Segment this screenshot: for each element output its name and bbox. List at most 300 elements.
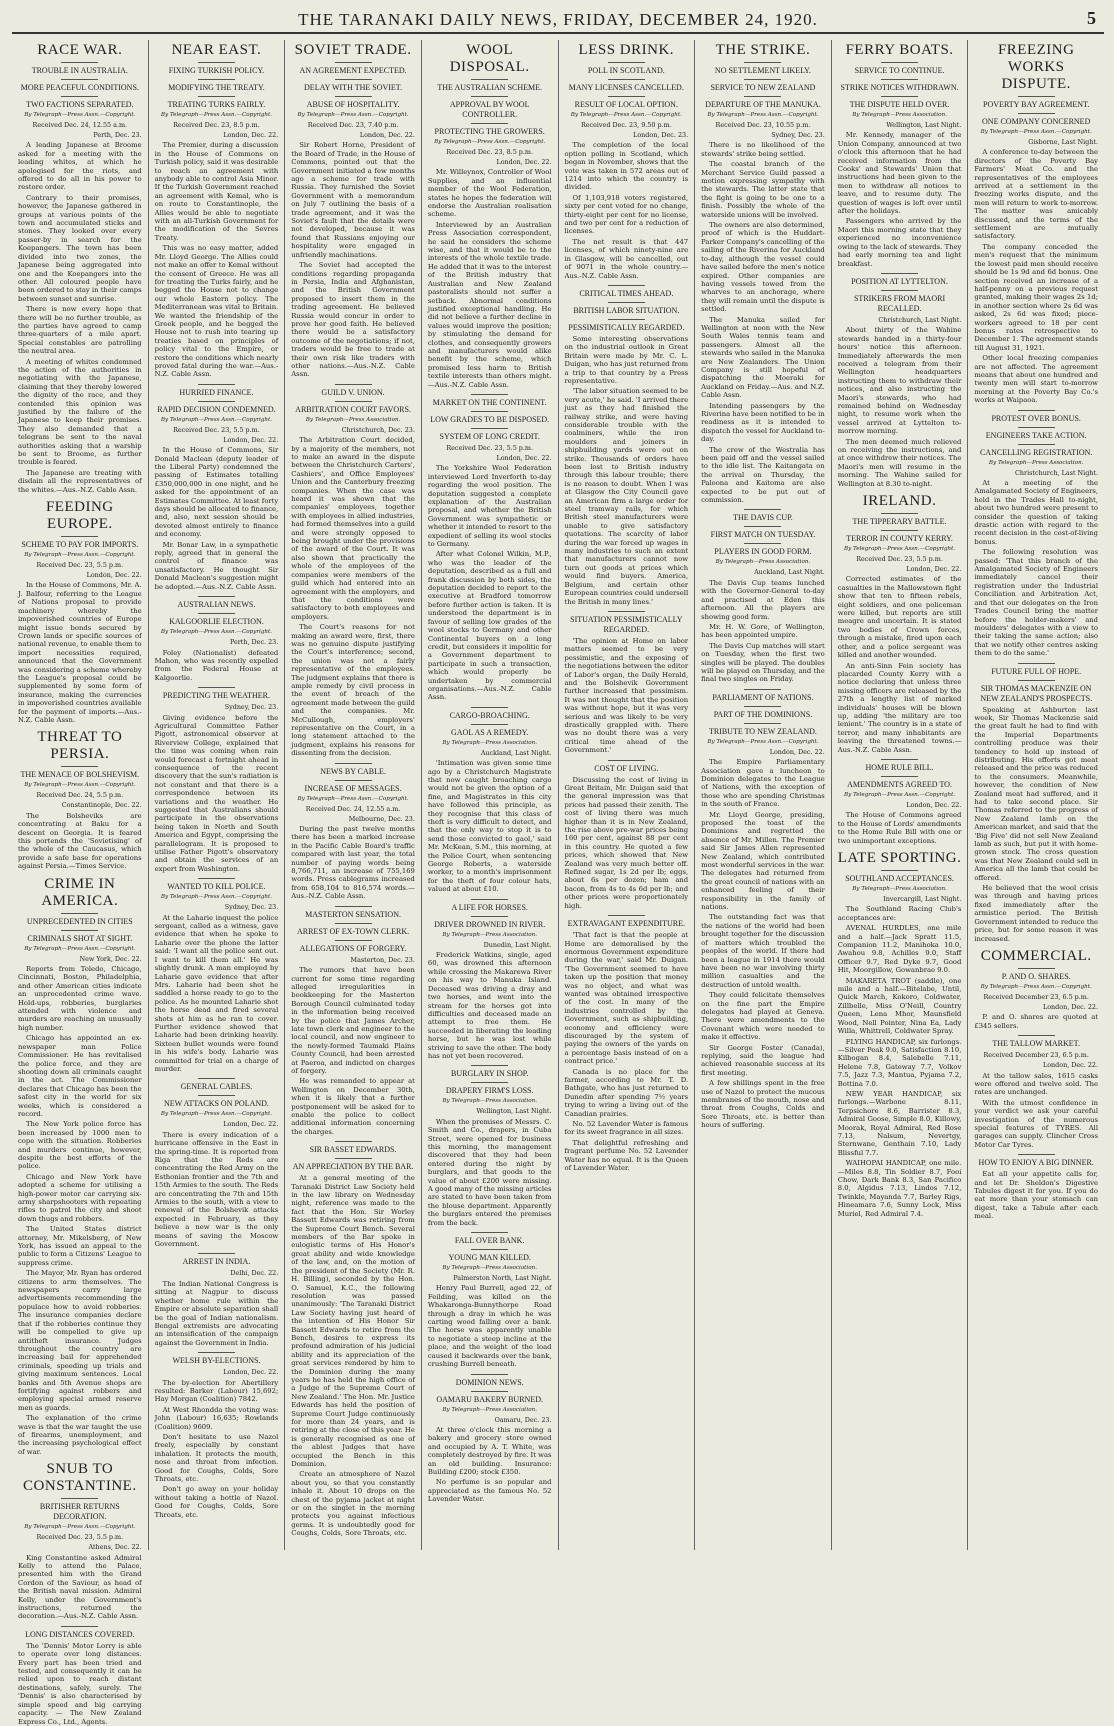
divider-rule (335, 906, 372, 907)
article-paragraph: Mr. H. W. Gore, of Wellington, has been appointed umpire. (701, 622, 825, 640)
article-paragraph: This was no easy matter, added Mr. Lloyd George. The Allies could not make an offer to Kemal without the consent of Greece. He was all for treating the Turks fairly, and he begged the House not to change our whole Eastern policy. The Mediterranean was vital to Britain. We wanted the friendship of the Greek people, and he begged the House not to rush into tearing up treaties based on principles of policy vital to the Empire, or restore the conditions which nearly proved fatal during the war.—Aus.-N.Z. Cable Assn. (154, 244, 279, 379)
article-subhead: RAPID DECISION CONDEMNED. (157, 404, 276, 414)
article-dateline: London, Dec. 22. (223, 1368, 279, 1377)
divider-rule (471, 707, 508, 708)
article (701, 689, 825, 1130)
divider-rule (61, 913, 98, 914)
article (18, 729, 142, 870)
article-paragraph: Mr. Lloyd George, presiding, proposed the toast of the Dominions and regretted the absence of Mr. Millen. The Premier said Sir James Allen represented New Zealand, which contributed most wonderful services in the war. The delegates had returned from the great council of nations with an enhanced feeling of their responsibility in the family of nations. (701, 810, 825, 912)
divider-rule (744, 96, 781, 97)
article-subhead: SCHEME TO PAY FOR IMPORTS. (21, 540, 139, 550)
divider-rule (198, 1095, 235, 1096)
article-byline: By Telegraph—Press Assn.—Copyright. (24, 112, 136, 118)
article-subhead: THE DISPUTE HELD OVER. (849, 100, 950, 109)
article (838, 273, 962, 488)
article-subhead: CRIMINALS SHOT AT SIGHT. (27, 933, 133, 943)
divider-rule (198, 96, 235, 97)
article-headline: IRELAND. (862, 493, 937, 510)
article-subhead: ARREST OF EX-TOWN CLERK. (296, 926, 410, 936)
divider-rule (471, 394, 508, 395)
article-received: Received Dec. 23, 5.5 p.m. (36, 1533, 124, 1542)
article-dateline: London, Dec. 22. (223, 435, 279, 444)
article-subhead: MARKET ON THE CONTINENT. (432, 397, 547, 407)
article-subhead: LOW GRADES TO BE DISPOSED. (430, 414, 550, 424)
article-dateline: London, Dec. 23. (633, 131, 689, 139)
divider-rule (198, 1253, 235, 1254)
article-dateline: Masterton, Dec. 23. (350, 955, 415, 964)
divider-rule (335, 780, 372, 781)
article-paragraph: 'The opinion at Home on labor matters seemed to be very pessimistic, and the exposing of the negotiations between the editor of Labor's organ, the Daily Herald, and the Bolshevik Government further increased that pessimism. It was not thought that the position was without hope, but it was very serious and was likely to be very drastically grappled with. There was no doubt there was a very critical time ahead of the Government.' (564, 636, 689, 755)
column-8 (968, 40, 1104, 1550)
article-received: Received December 23, 6.5 p.m. (983, 1051, 1089, 1060)
article-subhead: CANCELLING REGISTRATION. (979, 447, 1093, 457)
divider-rule (744, 509, 781, 510)
article-subhead: BRITISHER RETURNS DECORATION. (39, 1502, 120, 1522)
article-paragraph: During the past twelve months there has been a marked increase in the Pacific Cable Board's traffic compared with last year, the total number of paying words being 8,766,711, an increase of 755,169 words. Press cablegrams increased from 658,104 to 816,574 words.—Aus.-N.Z. Cable Assn. (291, 825, 415, 901)
article-subhead: HOME RULE BILL. (865, 762, 934, 772)
article-paragraph: The company conceded the men's request that the minimum the lowest paid men should receive should be 1s 9d and 6d bonus. One section received an increase of a half-penny on a previous request granted, making their wages 2s 1d; in another section where 2s 6d was asked, 2s 6d was fixed; piece-workers agreed to 18 per cent bonus rates retrospective to December 1. The agreement stands till August 31, 1921. (974, 242, 1098, 352)
article (18, 42, 142, 494)
article-dateline: Wellington, Last Night. (476, 1107, 552, 1116)
divider-rule (335, 763, 372, 764)
article-paragraph: There is every indication of a hurricane offensive in the East in the spring-time. It is reported from Riga that the Reds are concentrating the Red Army on the Esthonian frontier and the 7th and 15th Armies to the south. The Reds are concentrating the 7th and 15th Armies to the south, with a view to renewal of the Bolshevik attacks expected in February, as they believe a new war is the only means of saving the Moscow Government. (154, 1130, 279, 1249)
article-byline: By Telegraph—Press Assn.—Copyright. (707, 738, 819, 745)
divider-rule (608, 760, 645, 761)
article-dateline: Constantinople, Dec. 22. (61, 801, 142, 810)
page-number: 5 (1087, 8, 1096, 28)
article-paragraph: Passengers who arrived by the Maori this morning state that they experienced no inconvenience owing to the lack of stewards. They had early morning tea and light breakfast. (837, 217, 962, 268)
article-subhead: INCREASE OF MESSAGES. (304, 783, 402, 793)
article-paragraph: With the utmost confidence in your verdict we ask your careful investigation of the numerous special features of TYRES. All garages can supply. Clincher Cross Motor Car Tyres. (974, 1098, 1098, 1149)
article-paragraph: He was remanded to appear at Wellington on December 30th, when it is likely that a further postponement will be asked for to enable the police to collect additional information concerning the charges. (291, 1077, 415, 1136)
article-headline: COMMERCIAL. (980, 947, 1092, 964)
article-byline: By Telegraph—Press Association. (442, 1265, 537, 1272)
divider-rule (335, 1141, 372, 1142)
divider-rule (744, 543, 781, 544)
article-dateline: Sydney, Dec. 23. (224, 903, 279, 912)
column-3 (285, 40, 422, 1550)
article-paragraph: At the Laharie inquest the police sergeant, called as a witness, gave evidence that when he spoke to Laharie over the phone the latter said: 'I want all the police sent out. I want to kill them all.' He was slightly drunk. A man employed by Laharie gave evidence that after Mrs. Laharie had been shot he saddled a horse ready to go to the police. As he mounted Laharie shot the horse dead and fired several shots at him as he ran to cover. Further evidence showed that Laharie had been drinking heavily. Sixteen bullet wounds were found in his wife's body. Laharie was committed for trial on a charge of murder. (154, 913, 279, 1073)
article-byline: By Telegraph—Press Association. (988, 459, 1084, 466)
article (155, 1253, 279, 1347)
article-paragraph: The net result is that 447 licenses, of which ninety-nine are in Glasgow, will be cancelled, out of 9071 in the whole country.—Aus.-N.Z. Cable Assn. (564, 237, 689, 280)
article (428, 899, 552, 1061)
article-paragraph: The by-election for Abertillery resulted: Barker (Labour) 15,692; Hay Morgan (Coalition) 7842. (154, 1378, 279, 1404)
article-subhead: GUILD V. UNION. (321, 387, 385, 397)
article-dateline: London, Dec. 22. (359, 131, 415, 139)
article-headline: SNUB TO CONSTANTINE. (23, 1461, 137, 1495)
article-byline: By Telegraph—Press Association. (852, 112, 947, 118)
article (291, 42, 415, 379)
article-paragraph: The Court's reasons for not making an award were, first, there was no genuine dispute justifying the Court's interference; second, the union was not a fairly representative of the employees. The judgment explains that there is ample remedy by civil process in the event of breach of the agreement made between the guild and the companies. Mr. McCullough, employers' representative on the Court, in a long statement attached to the judgment, explains his reasons for dissenting from the decision. (291, 623, 415, 758)
article-subhead: DRAPERY FIRM'S LOSS. (445, 1086, 534, 1096)
article-paragraph: He believed that the wool crisis was through and having prices fixed immediately after the armistice period. The British Government intended to reduce the price, but for some reason it was increased. (974, 884, 1098, 943)
divider-rule (61, 79, 98, 80)
article-subhead: PROTECTING THE GROWERS. (434, 127, 545, 136)
article-paragraph: There is now every hope that there will be no further trouble, as the parties have agreed to camp three-quarters of a mile apart. Special constables are patrolling the neutral area. (18, 305, 142, 356)
article-paragraph: The House of Commons agreed to the House of Lords' amendments to the Home Rule Bill with one or two unimportant exceptions. (837, 811, 962, 845)
article (428, 1232, 552, 1368)
article (18, 876, 142, 1457)
article-subhead: ARREST IN INDIA. (182, 1257, 251, 1267)
article-paragraph: WAIHOPAI HANDICAP, one mile.—Miles 8.8, Tin Soldier 8.7, Fooi Chow, Dark Bank 8.3, San Pacifico 8.0, Algidus 7.13, Lindos 7.12, Twinkle, Mayanda 7.7, Barley Rigs, Hineamara 7.6, Sunny Lock, Miss Muriel, Red Admiral 7.4. (837, 1159, 962, 1218)
article (428, 1065, 552, 1227)
divider-rule (881, 513, 918, 514)
article-subhead: TROUBLE IN AUSTRALIA. (31, 66, 128, 75)
article-subhead: EXTRAVAGANT EXPENDITURE. (567, 919, 685, 929)
divider-rule (744, 526, 781, 527)
article-headline: FERRY BOATS. (845, 42, 954, 58)
article (838, 42, 962, 268)
article (155, 878, 279, 1073)
article-subhead: CARGO-BROACHING. (449, 710, 530, 720)
article-subhead: WELSH BY-ELECTIONS. (172, 1356, 261, 1366)
article-subhead: HOW TO ENJOY A BIG DINNER. (978, 1158, 1094, 1168)
article-received: Received Dec. 23, 5.5 p.m. (173, 425, 260, 434)
article-paragraph: Don't hesitate to use Nazol freely, especially by constant inhalation. It protects the mouth, nose and throat from infection. Good for Coughs, Colds, Sore Throats, etc. (154, 1432, 279, 1483)
article-paragraph: The Yorkshire Wool Federation interviewed Lord Inverforth to-day regarding the wool position. The deputation suggested a complete explanation of the Australian proposal, and whether the British Government was sympathetic or whether it intended to resort to the expedient of selling its wool stocks to Germany. (427, 464, 552, 549)
article-received: Received December 23, 6.5 p.m. (983, 992, 1089, 1001)
article-dateline: London, Dec. 22. (86, 571, 142, 580)
article-paragraph: The 'Dennis' Motor Lorry is able to operate over long distances. Every part has been tried and tested, and consequently it can be relied upon to reach distant destinations, safely, surely. The 'Dennis' is also characterised by simple speed and big carrying capacity. — The New Zealand Express Co., Ltd., Agents. (18, 1641, 142, 1726)
article-subhead: ONE COMPANY CONCERNED (982, 117, 1091, 126)
article-paragraph: Create an atmosphere of Nazol about you, so that you constantly inhale it. About 10 drops on the chest of the pyjama jacket at night or on the singlet in the morning protects you against infectious germs. It is undoubtedly good for Coughs, Colds, Sore Throats, etc. (291, 1470, 415, 1538)
article-subhead: SIR THOMAS MACKENZIE ON NEW ZEALAND'S PROSPECTS. (980, 683, 1093, 703)
article-byline: By Telegraph—Press Assn.—Copyright. (707, 112, 819, 118)
article (291, 384, 415, 758)
article (701, 509, 825, 683)
article-subhead: TREATING TURKS FAIRLY. (167, 100, 266, 109)
article-subhead: MORE PEACEFUL CONDITIONS. (20, 83, 139, 92)
article-dateline: Wellington, Last Night. (886, 121, 962, 129)
article-byline: By Telegraph—Press Association. (442, 1098, 537, 1105)
article-subhead: KALGOORLIE ELECTION. (169, 617, 264, 627)
article-paragraph: Discussing the cost of living in Great Britain, Mr. Duigan said that the general impression was that prices had passed their zenith. The cost of living there was much higher than it is in New Zealand, the rise above pre-war prices being 160 per cent, against 88 per cent in this country. He quoted a few prices, which showed that New Zealand was very much better off. Refined sugar, 1s 2d per lb; eggs, about 6s per dozen; ham and bacon, from 4s to 4s 6d per lb; and other prices were proportionately high. (564, 775, 689, 910)
article-dateline: Sydney, Dec. 23. (224, 703, 279, 712)
article-paragraph: Speaking at Ashburton last week, Sir Thomas Mackenzie said the great fault he had to find with the Imperial Departments controlling produce was their tendency to hold up instead of distributing. His efforts got meat released and the price was reduced to the consumers. Meanwhile, however, the condition of New Zealand meat had suffered, and it had to take second place. Sir Thomas referred to the progress of New Zealand lamb on the American market, and said that the 'Big Five' did not sell New Zealand lamb as such, but put it with home-grown stock. The cross question was that New Zealand could sell in America all the lamb that could be offered. (974, 705, 1098, 882)
article-paragraph: Chicago and New York have adopted a scheme for utilising a high-power motor car carrying six-army sharpshooters with repeating rifles to patrol the city and shoot down thugs and robbers. (18, 1172, 142, 1223)
article-headline: THE STRIKE. (715, 42, 811, 58)
article-paragraph: AVENAL HURDLES, one mile and a half.—Jack Spratt 11.5, Companion 11.2, Manihoka 10.0, Awahou 9.8, Achilles 9.0, Staff Officer 9.7, Red Dyke 9.7, Good Hit, Moorgillow, Gowanbrae 9.0. (837, 924, 962, 975)
divider-rule (471, 411, 508, 412)
article-paragraph: The explanation of the crime wave is that the war taught the use of firearms, unemployment, and the increasing psychological effect of war. (18, 1414, 142, 1456)
article-paragraph: When the premises of Messrs. C. Smith and Co., drapers, in Cuba Street, were opened for business this morning, the management discovered that they had been entered during the night by burglars, and that goods to the value of about £200 were missing. A good many of the missing articles are stated to have been taken from the blouse department. Apparently the burglars entered the premises from the back. (427, 1117, 552, 1227)
article (155, 42, 279, 379)
divider-rule (471, 1232, 508, 1233)
divider-rule (744, 706, 781, 707)
article-paragraph: The following resolution was passed: 'That this branch of the Amalgamated Society of Engineers immediately cancel their registration under the Industrial Conciliation and Arbitration Act, and that our delegates on the Iron Trades Council bring the matter before the holder-makers' and moulders' delegates with a view to their taking the same action; also that we notify other centres asking them to do the same.' (974, 548, 1098, 658)
divider-rule (1018, 968, 1055, 969)
divider-rule (1018, 96, 1055, 97)
article-subhead: SYSTEM OF LONG CREDIT. (439, 431, 540, 441)
article-headline: FEEDING EUROPE. (45, 499, 114, 533)
article-byline: By Telegraph—Press Assn.—Copyright. (24, 1524, 136, 1531)
article-paragraph: At three o'clock this morning a bakery and grocery store owned and occupied by A. T. White, was completely destroyed by fire. It was an old building. Insurance: Building £200; stock £350. (427, 1425, 552, 1476)
divider-rule (335, 401, 372, 402)
article (155, 687, 279, 873)
article-paragraph: In the House of Commons, Mr. A. J. Balfour, referring to the League of Nations proposal to provide machinery whereby the impoverished countries of Europe might issue bonds secured by Crown lands or specific sources of national revenue, to enable them to import necessities required, announced that the Government was considering a scheme whereby the League's proposal could be supplemented by some form of insurance, making the currencies in impoverished countries available for the payment of imports.—Aus.-N.Z. Cable Assn. (18, 581, 142, 724)
divider-rule (198, 687, 235, 688)
article-byline: By Telegraph—Press Association. (442, 931, 537, 938)
article-subhead: POVERTY BAY AGREEMENT. (983, 100, 1090, 109)
article-byline: By Telegraph—Press Assn.—Copyright. (160, 1111, 273, 1118)
divider-rule (881, 290, 918, 291)
article-subhead: DEPARTURE OF THE MANUKA. (705, 100, 821, 109)
article-byline: By Telegraph—Press Association. (852, 886, 947, 892)
article-subhead: P. AND O. SHARES. (1001, 971, 1071, 981)
article-subhead: SIR BASSET EDWARDS. (309, 1145, 397, 1155)
article-paragraph: A meeting of whites condemned the action of the authorities in negotiating with the Japanese, claiming that they thereby lowered the dignity of the race, and they contended this opinion was justified by the failure of the Japanese to keep their promises. They also demanded that a telegram be sent to the naval authorities asking that a warship be sent to Broome, as further trouble is feared. (18, 357, 142, 467)
article (155, 1352, 279, 1519)
article-paragraph: The outstanding fact was that the nations of the world had been brought together for the discussion of matters which troubled the peoples of the world. If there had been a league in 1914 there would have been no war involving thirty million casualties and the destruction of untold wealth. (701, 913, 825, 989)
article-paragraph: They could felicitate themselves on the fine part the Empire delegates had played at Geneva. There were amendments to the Covenant which were needed to make it effective. (701, 991, 825, 1042)
divider-rule (608, 62, 645, 63)
column-1 (12, 40, 149, 1726)
article-subhead: PARLIAMENT OF NATIONS. (712, 692, 814, 702)
divider-rule (61, 96, 98, 97)
article-subhead: AUSTRALIAN NEWS. (177, 600, 256, 610)
article-paragraph: The Davis Cup teams lunched with the Governor-General to-day and practised at Eden this afternoon. All the players are showing good form. (701, 578, 825, 621)
article (155, 596, 279, 682)
article-dateline: London, Dec. 22. (496, 453, 552, 462)
column-6 (695, 40, 832, 1550)
article-subhead: AMENDMENTS AGREED TO. (847, 779, 952, 789)
divider-rule (198, 1352, 235, 1353)
column-2 (149, 40, 286, 1550)
article-received: Received Dec. 23, 5.5 p.m. (446, 443, 534, 452)
article-paragraph: FLYING HANDICAP, six furlongs.—Silver Peak 9.0, Satisfaction 8.10, Kilbogan 8.4, Salebelle 7.11, Helene 7.8, Gateway 7.7, Volkov 7.5, Jazz 7.3, Mantua, Pyjama 7.2, Bottina 7.0. (837, 1037, 962, 1088)
article-paragraph: No. 52 Lavender Water is famous for its sweet fragrance in all sizes. (564, 1120, 689, 1137)
article (974, 1035, 1098, 1149)
article-subhead: THE AUSTRALIAN SCHEME. (437, 83, 543, 92)
article-byline: By Telegraph—Press Assn.—Copyright. (160, 112, 273, 118)
columns (12, 40, 1104, 1726)
article-paragraph: Sir Robert Horne, President of the Board of Trade, in the House of Commons, pointed out that the Government initiated a few months ago a scheme for trade with Russia. They furnished the Soviet Government with a memorandum on July 7 outlining the basis of a trade agreement, and it was the Soviet's fault that the details were not developed, because it was found that Russians enjoying our hospitality were engaged in unfriendly machinations. (291, 141, 415, 259)
article (565, 611, 689, 755)
divider-rule (1018, 1035, 1055, 1036)
article-subhead: COST OF LIVING. (594, 763, 659, 773)
article-subhead: ALLEGATIONS OF FORGERY. (299, 943, 407, 953)
divider-rule (471, 1249, 508, 1250)
divider-rule (881, 759, 918, 760)
article-paragraph: Mr. Willeynox, Controller of Wool Supplies, and an influential member of the Wool Federation, states he hopes the federation will endorse the Australian realisation scheme. (427, 168, 552, 219)
article-received: Received Dec. 23, 10.55 p.m. (715, 121, 811, 129)
article-byline: By Telegraph—Press Assn.—Copyright. (843, 546, 956, 553)
article-byline: By Telegraph—Press Assn.—Copyright. (297, 112, 409, 118)
article-subhead: THE TIPPERARY BATTLE. (852, 517, 947, 527)
article-subhead: FUTURE FULL OF HOPE. (991, 666, 1082, 676)
divider-rule (881, 62, 918, 63)
article-paragraph: The Japanese are treating with disdain all the representatives of the whites.—Aus.-N.Z. Cable Assn. (18, 468, 142, 494)
divider-rule (198, 613, 235, 614)
divider-rule (1018, 427, 1055, 428)
article-paragraph: The coastal branch of the Merchant Service Guild passed a motion expressing sympathy with the stewards. The latter state that the fight is going to be one to a finish. Possibly the whole of the waterside unions will be involved. (701, 160, 825, 219)
article-received: Received Dec. 23, 9.50 p.m. (580, 121, 672, 129)
article-paragraph: Giving evidence before the Agricultural Committee Father Pigott, astronomical observer at Riverview College, explained that the time was coming when rain would forecast a fortnight ahead in consequence of the recent discovery that the sun's radiation is not constant and that there is a correspondence between its variations and the weather. He suggested that Australians should participate in the observations being taken in North and South America and Egypt, comprising the parallelogram. It is proposed to utilise Father Pigott's observatory and obtain the services of an expert from Washington. (154, 713, 279, 873)
article-dateline: London, Dec. 22. (1042, 1061, 1098, 1070)
article-received: Received Dec. 23, 8.5 p.m. (173, 121, 260, 129)
article-subhead: APPROVAL BY WOOL CONTROLLER. (449, 100, 530, 119)
article (974, 663, 1098, 943)
article-paragraph: The men deemed much relieved on receiving the instructions, and at once withdrew their notices. The Maori's men will resume in the morning. The Wahine sailed for Wellington at 8.30 to-night. (837, 437, 962, 488)
article-subhead: PROTEST OVER BONUS. (991, 413, 1081, 423)
article-subhead: A LIFE FOR HORSES. (451, 902, 528, 912)
article-paragraph: There is no likelihood of the stewards' strike being settled. (701, 141, 825, 158)
article-dateline: Auckland, Last Night. (754, 568, 825, 577)
article-paragraph: The Indian National Congress is sitting at Nagpur to discuss whether home rule within the Empire or absolute separation shall be the goal of Indian nationalism. Bengal extremists are advocating an intensification of the campaign against the Government in India. (154, 1279, 279, 1347)
article-dateline: Palmerston North, Last Night. (453, 1274, 552, 1283)
article-paragraph: Sir George Foster (Canada), replying, said the league had achieved reasonable success at its first meeting. (701, 1043, 825, 1077)
divider-rule (198, 1078, 235, 1079)
article-paragraph: P. and O. shares are quoted at £345 sellers. (974, 1013, 1098, 1030)
article-paragraph: Canada is no place for the farmer, according to Mr. T. D. Bathgate, who has just returned to Dunedin after spending 7½ years trying to wring a living out of the Canadian prairies. (564, 1067, 689, 1118)
article-paragraph: The Empire Parliamentary Association gave a luncheon to Dominion delegates to the League of Nations, with the exception of those who are spending Christmas in the south of France. (701, 758, 825, 809)
article-received: Received Dec. 24, 5.5 p.m. (36, 791, 124, 800)
article-paragraph: Other local freezing companies are not affected. The agreement means that about one hundred and twenty men will start to-morrow morning at the Poverty Bay Co.'s works at Waipaoa. (974, 354, 1098, 405)
divider-rule (1018, 113, 1055, 114)
article (428, 1374, 552, 1504)
divider-rule (744, 723, 781, 724)
article-paragraph: Frederick Watkins, single, aged 60, was drowned this afternoon while crossing the Makarewa River on his way to Manuka Island. Deceased was driving a dray and two horses, and went into the stream for the horses got into difficulties and deceased made an attempt to free them. He succeeded in liberating the leading horse, but he was lost while striving to save the other. The body has not yet been recovered. (427, 951, 552, 1060)
article-paragraph: About thirty of the Wahine stewards handed in a thirty-four hours' notice this afternoon. Immediately afterwards the men received a telegram from their Wellington headquarters instructing them to withdraw their notices, and also instructing the Maori's stewards, who had remained behind on Wednesday night, to resume work when the vessel arrived at Lyttelton to-morrow morning. (837, 326, 962, 436)
divider-rule (61, 1626, 98, 1627)
article-headline: NEAR EAST. (171, 42, 262, 58)
article-byline: By Telegraph—Press Assn.—Copyright. (570, 112, 682, 118)
divider-rule (881, 530, 918, 531)
article-paragraph: The Arbitration Court decided, by a majority of the members, not to make an award in the dispute between the Christchurch Carters', Cashiers', and Office Employees' Union and the Canterbury freezing companies. When the case was heard it was shown that the companies' employees, together with employees in allied industries, had formed themselves into a guild and were strongly opposed to being brought under the provisions of the award of the Court. It was also shown that practically the whole of the employees of the companies were members of the guild which had entered into an agreement with the employers, and that the conditions were satisfactory to both employees and employers. (291, 436, 415, 621)
article-subhead: TWO FACTIONS SEPARATED. (26, 100, 134, 109)
article-subhead: MODIFYING THE TREATY. (168, 83, 265, 92)
article-received: Received Dec. 23, 7.40 p.m. (307, 121, 399, 129)
article-paragraph: MAKARETA TROT (saddle), one mile and a half.—Bitelabe, Until, Quick March, Kokoro, Coldwater, Zillbelle, Miss O'Neill, Country Queen, Lena Mhor, Maunsfield Wood, Nell Pointer, Nina Ea, Lady Willa, Whittrell, Coldwater Spray. (837, 976, 962, 1036)
article-paragraph: The owners are also determined, proof of which is the Huddart-Parker Company's cancelling of the sailing of the Riverina for Auckland to-day, although the vessel could have sailed before the men's notice expired. Other companies are having vessels towed from the wharves to an anchorage, where they will remain until the dispute is settled. (701, 221, 825, 314)
article-byline: By Telegraph—Press Assn.—Copyright. (24, 552, 136, 559)
article-paragraph: The Mayor, Mr. Ryan has ordered citizens to arm themselves. The newspapers carry large advertisements recommending the populace how to avoid robberies. The insurance companies declare that if the robberies continue they will be compelled to give up antitheft insurance. Judges throughout the country are increasing bail for apprehended criminals, speeding up trials and giving maximum sentences. Local banks and 5th Avenue shops are fortifying against robbers and employing special armed reserve men as guards. (18, 1269, 142, 1412)
divider-rule (608, 79, 645, 80)
divider-rule (471, 1082, 508, 1083)
divider-rule (608, 302, 645, 303)
article-subhead: BRITISH LABOR SITUATION. (573, 305, 680, 315)
divider-rule (471, 724, 508, 725)
article (428, 42, 552, 389)
article-subhead: POSITION AT LYTTELTON. (851, 276, 948, 286)
article-subhead: TRIBUTE TO NEW ZEALAND. (708, 726, 817, 736)
article-paragraph: Reports from Toledo, Chicago, Cincinnati, Boston, Philadelphia, and other American cities indicate an unprecedented crime wave. Hold-ups, robberies, burglaries attended with violence and murders are reaching an unusually high number. (18, 965, 142, 1032)
article-byline: By Telegraph—Press Assn.—Copyright. (24, 782, 136, 789)
article-subhead: MASTERTON SENSATION. (305, 909, 401, 919)
article-subhead: MANY LICENSES CANCELLED. (568, 83, 684, 92)
article-subhead: RESULT OF LOCAL OPTION. (574, 100, 678, 109)
article-paragraph: Intending passengers by the Riverina have been notified to be in readiness as it is intended to dispatch the vessel for Auckland to-day. (701, 401, 825, 444)
article-byline: By Telegraph—Press Assn.—Copyright. (980, 129, 1092, 135)
article-dateline: London, Dec. 22. (906, 565, 962, 574)
divider-rule (1018, 410, 1055, 411)
article-paragraph: The Premier, during a discussion in the House of Commons on Turkish policy, said it was desirable to reach an agreement with anybody able to control Asia Minor. If the Turkish Government reached an agreement with Kemal, who is on route to Constantinople, the Allies would be able to negotiate with an all-Turkish Government for the modification of the Sevres Treaty. (154, 141, 279, 242)
article-paragraph: 'The labor situation seemed to be very acute,' he said. 'I arrived there just as they had finished the railway strike, and were having considerable trouble with the coalminers, while the iron moulders and joiners in shipbuilding yards were out on strike. Thousands of orders have been lost to British industry through this labour trouble; there is no reason to doubt. When I was at Glasgow the City Council gave an American firm a large order for steel tramway rails, for which British steel manufacturers were unable to give satisfactory quotations. The scarcity of labor during the war forced up wages in many industries to such an extent that manufacturers cannot now turn out goods at prices which would find buyers. America, Belgium, and certain other European countries could undersell the British in many lines.' (564, 387, 689, 606)
divider-rule (1018, 663, 1055, 664)
divider-rule (198, 62, 235, 63)
article-dateline: Christchurch, Last Night. (878, 315, 962, 324)
article-paragraph: Mr. Kennedy, manager of the Union Company, announced at two o'clock this afternoon that he had received information from the Cooks' and Stewards' Union that instructions had been given to the men to withdraw all notices to leave, and to resume duty. The question of wages is left over until after the holidays. (837, 131, 962, 216)
divider-rule (61, 1498, 98, 1499)
article-dateline: Christchurch, Last Night. (1015, 468, 1098, 477)
article-subhead: FALL OVER BANK. (454, 1236, 525, 1246)
divider-rule (335, 62, 372, 63)
article (155, 1078, 279, 1248)
article-paragraph: An anti-Sinn Fein society has placarded County Kerry with a notice declaring that unless three missing officers are released by the 27th a lengthy list of marked individuals' houses will be blown up, adding 'the military are too lenient.' The country is in a state of terror, and many inhabitants are leaving the threatened towns.—Aus.-N.Z. Cable Assn. (837, 661, 962, 754)
article-subhead: PLAYERS IN GOOD FORM. (714, 547, 812, 557)
article-received: Received Dec. 23, 5.5 p.m. (36, 561, 124, 570)
divider-rule (881, 79, 918, 80)
article-byline: By Telegraph—Press Association. (715, 559, 811, 566)
article-byline: By Telegraph—Press Assn.—Copyright. (160, 894, 273, 901)
divider-rule (61, 766, 98, 767)
divider-rule (61, 930, 98, 931)
article-subhead: WANTED TO KILL POLICE. (167, 882, 266, 892)
article-dateline: Athens, Dec. 22. (88, 1543, 142, 1552)
article-received: Received Dec. 23, 8.5 p.m. (446, 148, 534, 156)
article-subhead: LONG DISTANCES COVERED. (25, 1629, 135, 1639)
article (18, 1461, 142, 1621)
article (974, 1154, 1098, 1220)
divider-rule (608, 915, 645, 916)
article-paragraph: Chicago has appointed an ex-newspaper man Police Commissioner. He has revitalised the police force, and they are shooting down all criminals caught in the act. The Commissioner declares that Chicago has been the safest city in the world for six weeks, which is considered a record. (18, 1034, 142, 1118)
article-dateline: Melbourne, Dec. 23. (348, 814, 415, 823)
article-subhead: NEWS BY CABLE. (320, 766, 386, 776)
article (565, 285, 689, 606)
article-paragraph: At the tallow sales, 1615 casks were offered and twelve sold. The rates are unchanged. (974, 1071, 1098, 1097)
divider-rule (61, 62, 98, 63)
article-paragraph: The rumors that have been current for some time regarding alleged irregularities in bookkeeping for the Masterton Borough Council culminated today in the information being received by the police that James Archer, late town clerk and engineer to the local council, and now engineer to the newly-formed Taumaki Plains County Council, had been arrested at Paeroa, and indicted on charges of forgery. (291, 966, 415, 1075)
article-paragraph: That delightful refreshing and fragrant perfume No. 52 Lavender Water has no equal. It is the Queen of Lavender Water. (564, 1138, 689, 1173)
article (291, 763, 415, 901)
article-paragraph: At a general meeting of the Taranaki District Law Society held in the law library on Wednesday night, reference was made to the fact that the Hon. Sir Worley Bassett Edwards was retiring from the Supreme Court Bench. Several members of the Bar spoke in eulogistic terms of His Honor's great ability and wide knowledge of the law, and, on the motion of the president of the Society (Mr. R. H. Billing), seconded by the Hon. O. Samuel, K.C., the following resolution was passed unanimously: 'The Taranaki District Law Society having just heard of the intention of His Honor Sir Bassett Edwards to retire from the Bench, desires to express its profound admiration of his judicial ability and its appreciation of the great services rendered by him to the Dominion during the many years he has held the high office of a Judge of the Supreme Court of New Zealand.' The Hon. Mr. Justice Edwards has held the position of Supreme Court Judge continuously for more than 24 years, and is retiring at the close of this year. He is generally recognised as one of the ablest Judges that have occupied the Bench in this Dominion. (291, 1174, 415, 1469)
article-dateline: Sydney, Dec. 23. (771, 131, 825, 139)
divider-rule (198, 79, 235, 80)
article-paragraph: The Davis Cup matches will start on Tuesday, when the first two singles will be played. The doubles will be played on Thursday, and the final two singles on Friday. (701, 641, 825, 684)
article-dateline: New York, Dec. 22. (79, 954, 142, 963)
article-subhead: HURRIED FINANCE. (179, 387, 254, 397)
article-subhead: THE DAVIS CUP. (733, 513, 793, 523)
article-byline: By Telegraph—Press Association. (442, 739, 537, 746)
divider-rule (608, 285, 645, 286)
article (291, 1141, 415, 1537)
article-subhead: NEW ATTACKS ON POLAND. (163, 1099, 269, 1109)
divider-rule (881, 96, 918, 97)
divider-rule (198, 384, 235, 385)
article-dateline: Delhi, Dec. 22. (230, 1269, 279, 1278)
article-paragraph: In the House of Commons, Sir Donald Maclean (deputy leader of the Liberal Party) condemned the passing of Estimates totalling £350,000,000 in one night, and he asked for the appointment of an Estimates Committee. At least forty days should be allocated to finance, and, also, next session should be devoted almost entirely to finance and economy. (154, 446, 279, 539)
article-headline: WOOL DISPOSAL. (449, 42, 530, 75)
article-subhead: GENERAL CABLES. (180, 1082, 253, 1092)
article-byline: By Telegraph—Press Assn.—Copyright. (160, 416, 273, 423)
article-subhead: THE MENACE OF BOLSHEVISM. (20, 770, 140, 780)
article-paragraph: King Constantine asked Admiral Kelly to attend the Palace, presented him with the Grand Cordon of the Saviour, as head of the British naval mission. Admiral Kelly, under the Government's instructions, returned the decoration.—Aus.-N.Z. Cable Assn. (18, 1553, 142, 1621)
article-headline: SOVIET TRADE. (294, 42, 412, 58)
article-subhead: SITUATION PESSIMISTICALLY REGARDED. (570, 614, 683, 634)
divider-rule (335, 96, 372, 97)
masthead-title: THE TARANAKI DAILY NEWS, FRIDAY, DECEMBER 24, 1920. (298, 10, 818, 29)
article-paragraph: Contrary to their promises, however, the Japanese gathered in groups at various points of the town and accumulated sticks and stones. They looked over every passer-by in search for the Koepangers. The town has been divided into two zones, the Japanese being aggregated into one and the Koepangers into the other. All coloured people have been ordered to stay in their camps between sunset and sunrise. (18, 193, 142, 303)
article-subhead: POLL IN SCOTLAND. (587, 66, 665, 75)
divider-rule (744, 62, 781, 63)
divider-rule (471, 916, 508, 917)
article-subhead: STRIKE NOTICES WITHDRAWN. (840, 83, 959, 92)
divider-rule (881, 870, 918, 871)
article-dateline: Christchurch, Dec. 23. (341, 425, 415, 434)
divider-rule (471, 428, 508, 429)
article-subhead: FIRST MATCH ON TUESDAY. (710, 530, 816, 540)
